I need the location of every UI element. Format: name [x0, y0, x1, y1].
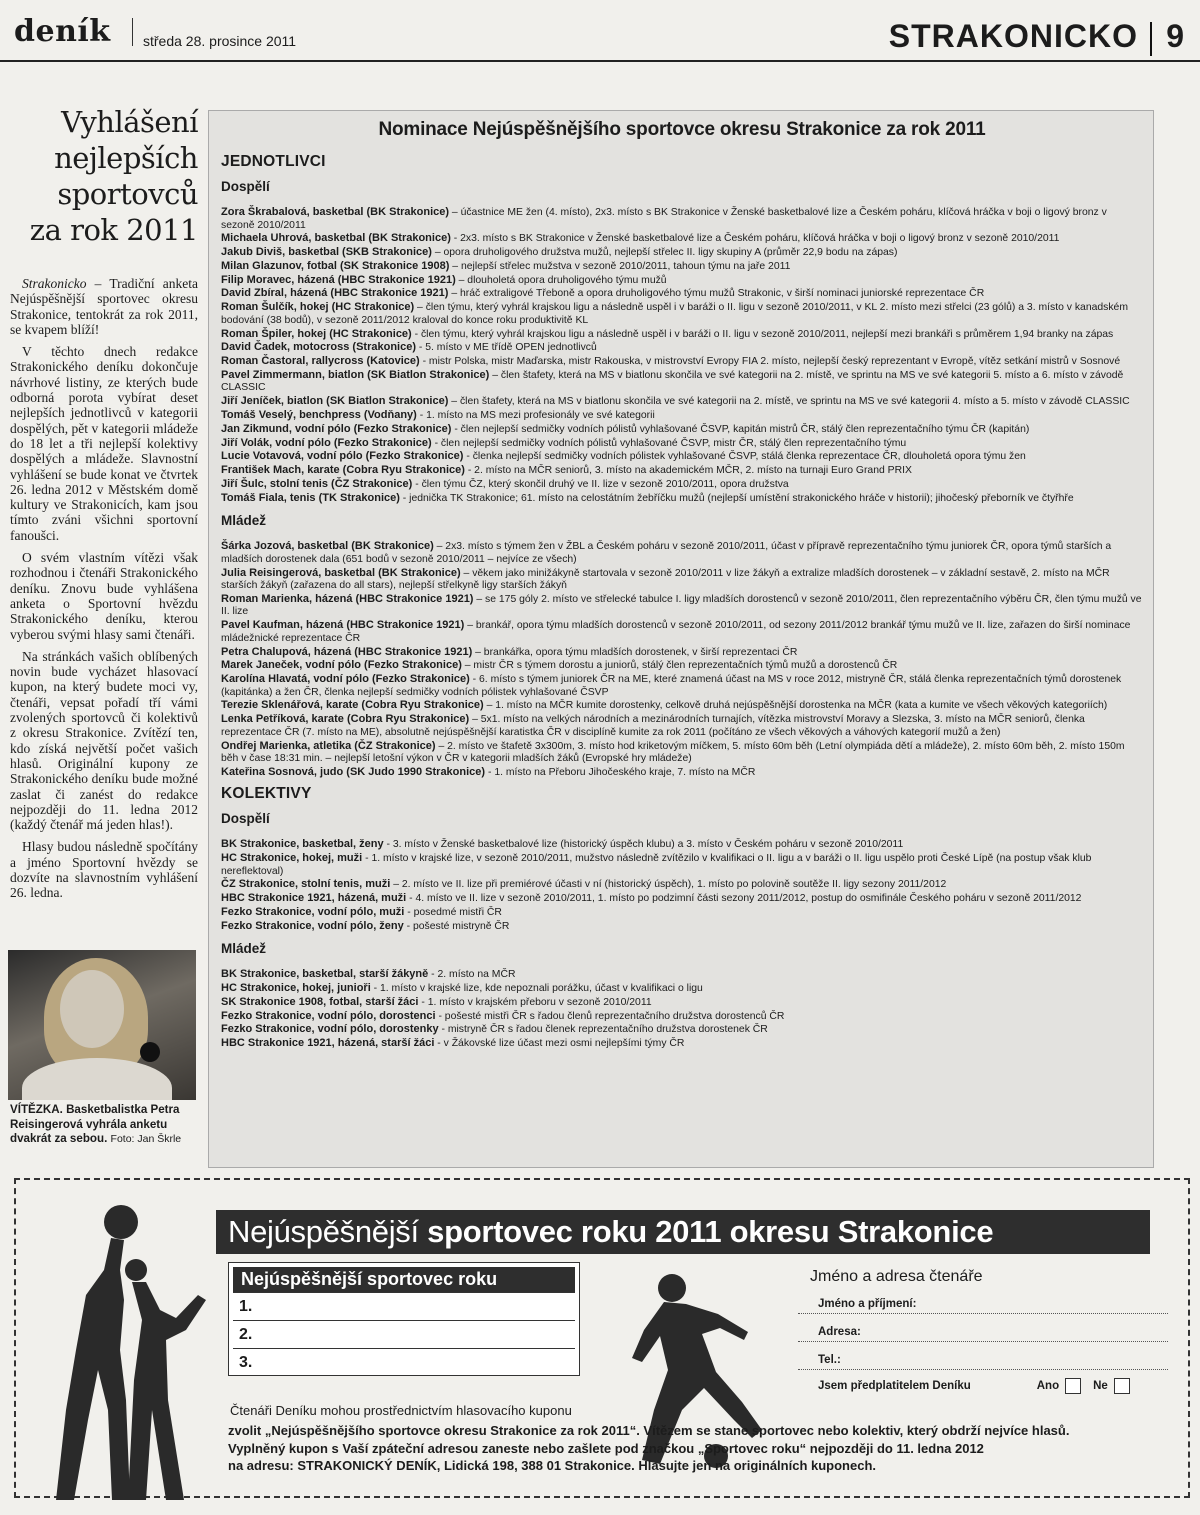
nominee-achievements: - 6. místo s týmem juniorek ČR na ME, které znamená účast na MS v roce 2012, mistryně ČR, stálá členka reprezentačních týmů dorostenek (kapitánka) a žen ČR, členka nejlepší sedmičky vodních pólistek vyhlašované ČSVP: [221, 674, 1122, 698]
nominee-achievements: - pošesté mistryně ČR: [406, 920, 510, 932]
banner-bold-text: sportovec roku 2011 okresu Strakonice: [427, 1214, 994, 1249]
nominee-achievements: – opora druholigového družstva mužů, nejlepší střelec II. ligy skupiny A (průměr 22,9 bodu na zápas): [434, 247, 898, 259]
nominee-achievements: – dlouholetá opora druholigového týmu mužů: [458, 274, 667, 286]
nominee-list-team-youth: [221, 968, 1143, 1050]
nominee-name: David Zbíral, házená (HBC Strakonice 1921): [221, 287, 449, 300]
newspaper-brand: deník: [14, 14, 111, 49]
nominations-content: [221, 151, 1143, 1051]
nominee-achievements: – 2. místo ve II. lize při premiérové účasti v ní (historický úspěch), 1. místo po polovině soutěže II. ligy sezony 2011/2012: [393, 879, 947, 891]
subcategory-adults: Dospělí: [221, 811, 270, 827]
nominations-title: Nominace Nejúspěšnějšího sportovce okresu Strakonice za rok 2011: [378, 119, 986, 140]
nominee-achievements: – člen štafety, která na MS v biatlonu skončila ve své kategorii na 2. místě, ve sprintu na MS ve své kategorii 5. místo a 6. místo v závodě CLASSIC: [221, 369, 1124, 394]
nominee-name: Pavel Kaufman, házená (HBC Strakonice 1921): [221, 619, 465, 632]
nominee-name: Roman Špiler, hokej (HC Strakonice): [221, 327, 412, 340]
nominee-achievements: - posedmé mistři ČR: [407, 907, 502, 918]
nominee-achievements: - 5. místo v ME třídě OPEN jednotlivců: [418, 342, 597, 354]
vote-field-3[interactable]: 3.: [233, 1348, 575, 1376]
reader-phone-field[interactable]: Tel.:: [798, 1350, 1168, 1370]
instruction-line: na adresu: STRAKONICKÝ DENÍK, Lidická 198, 388 01 Strakonice. Hlasujte jen na originálních kuponech.: [228, 1458, 877, 1473]
subscriber-label: Jsem předplatitelem Deníku: [818, 1380, 971, 1392]
nominee-entry: [221, 206, 1143, 232]
photo-caption: [10, 1103, 200, 1147]
nominee-entry: [221, 593, 1143, 619]
nominee-achievements: – 1. místo na MČR kumite dorostenky, celkově druhá nejúspěšnější dorostenka na MČR (kata a kumite ve všech věkových kategoriích): [486, 700, 1108, 712]
headline-line: za rok 2011: [29, 213, 198, 247]
headline-line: Vyhlášení: [61, 105, 198, 139]
article-paragraph: [10, 276, 198, 337]
nominee-entry: [221, 246, 1143, 260]
nominee-name: Jan Zikmund, vodní pólo (Fezko Strakonice): [221, 422, 452, 435]
nominee-name: Jiří Šulc, stolní tenis (ČZ Strakonice): [221, 478, 413, 491]
vote-field-2[interactable]: 2.: [233, 1320, 575, 1348]
nominee-name: Roman Častoral, rallycross (Katovice): [221, 355, 420, 368]
nominee-entry: [221, 301, 1143, 327]
dateline: Strakonicko: [22, 276, 87, 291]
nominee-name: Zora Škrabalová, basketbal (BK Strakonice): [221, 206, 450, 218]
nominee-achievements: - člen nejlepší sedmičky vodních pólistů vyhlašované ČSVP, mistr ČR, stálý člen reprezentačního týmu: [434, 437, 907, 449]
nominee-entry: [221, 852, 1143, 878]
nominee-entry: [221, 982, 1143, 996]
nominee-entry: [221, 968, 1143, 982]
nominee-name: Terezie Sklenářová, karate (Cobra Ryu Strakonice): [221, 699, 484, 712]
vote-title: Nejúspěšnější sportovec roku: [233, 1267, 575, 1292]
nominee-name: HBC Strakonice 1921, házená, starší žáci: [221, 1037, 435, 1050]
photo-shoulders: [22, 1058, 172, 1100]
nominee-achievements: - 2x3. místo s BK Strakonice v Ženské basketbalové lize a Českém poháru, klíčová hráčka v boji o ligový bronz v sezoně 2010/2011: [453, 233, 1060, 245]
headline-line: sportovců: [57, 177, 198, 211]
nominee-entry: [221, 567, 1143, 593]
nominee-name: Marek Janeček, vodní pólo (Fezko Strakonice): [221, 659, 462, 672]
reader-details: [798, 1268, 1168, 1404]
nominee-entry: [221, 274, 1143, 288]
yes-label: Ano: [1036, 1380, 1060, 1392]
reader-title: Jméno a adresa čtenáře: [810, 1268, 983, 1285]
nominee-name: Ondřej Marienka, atletika (ČZ Strakonice): [221, 739, 436, 752]
nominee-entry: [221, 409, 1143, 423]
nominee-entry: [221, 878, 1143, 892]
nominee-entry: [221, 699, 1143, 713]
nominee-entry: [221, 464, 1143, 478]
subcategory-youth: Mládež: [221, 941, 267, 957]
nominee-entry: [221, 423, 1143, 437]
nominee-entry: [221, 369, 1143, 395]
nominee-achievements: – brankářka, opora týmu mladších dorostenek, v širší reprezentaci ČR: [475, 646, 798, 658]
nominee-entry: [221, 740, 1143, 766]
nominee-list-individual-youth: [221, 540, 1143, 779]
nominee-name: Fezko Strakonice, vodní pólo, dorostenky: [221, 1023, 439, 1036]
nominations-box: [208, 110, 1154, 1168]
masthead: [0, 0, 1200, 62]
nominee-entry: [221, 260, 1143, 274]
nominee-name: Jiří Volák, vodní pólo (Fezko Strakonice): [221, 436, 432, 449]
headline-line: nejlepších: [54, 141, 198, 175]
nominee-name: Roman Marienka, házená (HBC Strakonice 1921): [221, 592, 474, 605]
nominee-achievements: – 2. místo ve štafetě 3x300m, 3. místo hod kriketovým míčkem, 5. místo 60m běh (Letní olympiáda dětí a mládeže), 2. místo 60m běh, 2. místo 150m běh v čase 18:31 min. – nejlepší letošní výkon v ČR v kategorii mladších žáků (Evropské hry mládeže): [221, 740, 1125, 765]
nominee-entry: [221, 906, 1143, 920]
page-number: 9: [1166, 18, 1184, 54]
nominee-name: Tomáš Fiala, tenis (TK Strakonice): [221, 491, 400, 504]
reader-name-field[interactable]: Jméno a příjmení:: [798, 1294, 1168, 1314]
winner-photo: [8, 950, 196, 1100]
article-paragraph: Hlasy budou následně spočítány a jméno Sportovní hvězdy se dozvíte na slavnostním vyhlášení 26. ledna.: [10, 839, 198, 901]
nominee-achievements: - 2. místo na MČR seniorů, 3. místo na akademickém MČR, 2. místo na turnaji Euro Grand PRIX: [467, 465, 912, 477]
nominee-name: Karolína Hlavatá, vodní pólo (Fezko Strakonice): [221, 673, 470, 686]
nominee-name: Milan Glazunov, fotbal (SK Strakonice 1908): [221, 259, 450, 272]
nominee-name: Roman Šulčík, hokej (HC Strakonice): [221, 301, 415, 314]
paragraph-text: – Tradiční anketa Nejúspěšnější sportovec okresu Strakonice, tentokrát za rok 2011, se kvapem blíží!: [10, 276, 198, 337]
nominee-name: Lenka Petříková, karate (Cobra Ryu Strakonice): [221, 713, 470, 726]
nominee-entry: [221, 1023, 1143, 1037]
nominee-achievements: - v Žákovské lize účast mezi osmi nejlepšími týmy ČR: [437, 1038, 685, 1050]
microphone-icon: [140, 1042, 160, 1062]
nominee-achievements: - členka nejlepší sedmičky vodních pólistek vyhlašované ČSVP, stálá členka reprezentace ČR, dlouholetá opora týmu žen: [466, 451, 1026, 463]
nominee-achievements: - člen nejlepší sedmičky vodních pólistů vyhlašované ČSVP, kapitán mistrů ČR, stálý člen reprezentačního týmu ČR (kapitán): [454, 423, 1030, 435]
nominee-achievements: – člen štafety, která na MS v biatlonu skončila ve své kategorii na 2. místě, ve sprintu na MS ve své kategorii 4. místo a 5. místo v závodě CLASSIC: [451, 396, 1130, 408]
nominee-name: Julia Reisingerová, basketbal (BK Strakonice): [221, 566, 461, 579]
article-paragraph: Na stránkách vašich oblíbených novin bude vycházet hlasovací kupon, na který budete moci vy, čtenáři, vepsat pořadí tří vámi zvolených sportovců či kolektivů z okresu Strakonice. Zvítězí ten, kdo získá největší počet vašich hlasů. Originální kupony ze Strakonického deníku bude možné zaslat či zanést do redakce nejpozději do 11. ledna 2012 (každý čtenář má jeden hlas!).: [10, 648, 198, 833]
photo-face: [60, 970, 124, 1048]
nominee-name: Jiří Jeníček, biatlon (SK Biatlon Strakonice): [221, 395, 449, 408]
nominee-entry: [221, 540, 1143, 566]
nominee-entry: [221, 673, 1143, 699]
nominee-achievements: - 1. místo v krajské lize, v sezoně 2010/2011, mužstvo následně zvítězilo v kvalifikaci o II. ligu a v baráži o II. ligu uspělo proti České Lípě (na postup však klub nereflektoval): [221, 853, 1092, 877]
article-paragraph: O svém vlastním vítězi však rozhodnou i čtenáři Strakonického deníku. Znovu bude vyhlášena anketa o Sportovní hvězdu Strakonického deníku, kterou vyberou svými hlasy sami čtenáři.: [10, 550, 198, 642]
no-label: Ne: [1093, 1380, 1108, 1392]
nominee-achievements: – hráč extraligové Třeboně a opora druholigového týmu mužů Strakonic, v širší nominaci juniorské reprezentace ČR: [451, 288, 985, 300]
nominee-achievements: – 2x3. místo s týmem žen v ŽBL a Českém poháru v sezoně 2010/2011, účast v přípravě reprezentačního týmu juniorek ČR, opora týmů starších a mladších dorostenek dala (651 bodů v sezoně 2010/2011 – nejvíce ze všech): [221, 541, 1112, 565]
basketball-players-silhouette: [16, 1200, 216, 1500]
article-paragraph: V těchto dnech redakce Strakonického deníku dokončuje návrhové listiny, ze kterých bude odborná porota vybírat deset nejlepších jednotlivců v kategorii dospělých, pět v kategorii mládeže do 18 let a tři nejlepší kolektivy dospělých a mládeže. Slavnostní vyhlášení se bude konat ve čtvrtek 26. ledna 2012 v Městském domě kultury ve Strakonicích, kam jsou tímto zváni všichni sportovní fanoušci.: [10, 344, 198, 543]
nominee-entry: [221, 838, 1143, 852]
nominee-name: Šárka Jozová, basketbal (BK Strakonice): [221, 540, 434, 553]
nominee-entry: [221, 328, 1143, 342]
nominee-achievements: – člen týmu, který vyhrál krajskou ligu a následně uspěl i v baráži o II. ligu v sezoně 2010/2011, v KL 2. místo mezi střelci (23 gólů) a 3. místo v kanadském bodování (38 bodů), v sezoně 2011/2012 kraloval do konce roku produktivitě KL: [221, 302, 1128, 326]
nominee-entry: [221, 659, 1143, 673]
nominee-name: Fezko Strakonice, vodní pólo, ženy: [221, 919, 404, 932]
nominee-achievements: - pošesté mistři ČR s řadou členů reprezentačního družstva dorostenců ČR: [438, 1010, 785, 1022]
nominee-name: HBC Strakonice 1921, házená, muži: [221, 892, 407, 905]
nominee-name: Petra Chalupová, házená (HBC Strakonice 1921): [221, 645, 473, 658]
nominee-achievements: – nejlepší střelec mužstva v sezoně 2010/2011, tahoun týmu na jaře 2011: [452, 260, 791, 272]
nominee-entry: [221, 766, 1143, 780]
vote-box: [228, 1262, 580, 1376]
nominee-entry: [221, 996, 1143, 1010]
nominee-entry: [221, 920, 1143, 934]
nominee-achievements: - 1. místo v krajském přeboru v sezoně 2010/2011: [421, 996, 652, 1008]
subcategory-youth: Mládež: [221, 513, 267, 529]
nominee-achievements: – 5x1. místo na velkých národních a mezinárodních turnajích, vítězka mistrovství Moravy a Slezska, 3. místo na MČR seniorů, členka reprezentace ČR (7. místo na ME), absolutně nejúspěšnější karatistka ČR v disciplíně kumite za rok 2011 (počítáno ze všech věkových a váhových kategorií mužů a žen): [221, 714, 1085, 738]
nominee-achievements: - 1. místo v krajské lize, kde nepoznali porážku, účast v kvalifikaci o ligu: [373, 983, 703, 995]
nominee-entry: [221, 341, 1143, 355]
issue-date: středa 28. prosince 2011: [143, 33, 297, 49]
caption-text: Basketbalistka Petra Reisingerová vyhrála anketu dvakrát za sebou.: [10, 1103, 180, 1145]
nominee-name: HC Strakonice, hokej, muži: [221, 852, 363, 865]
nominee-name: Tomáš Veselý, benchpress (Vodňany): [221, 409, 417, 422]
nominee-entry: [221, 287, 1143, 301]
left-column: [10, 104, 198, 901]
nominee-achievements: - 1. místo na Přeboru Jihočeského kraje, 7. místo na MČR: [487, 766, 756, 778]
nominee-name: BK Strakonice, basketbal, ženy: [221, 838, 384, 851]
nominee-achievements: - jednička TK Strakonice; 61. místo na celostátním žebříčku mužů (nejlepší umístění strakonického hráče v historii); jihočeský přeborník ve čtyřhře: [402, 492, 1074, 504]
nominee-achievements: – věkem jako minižákyně startovala v sezoně 2010/2011 v lize žákyň a extralize mladších dorostenek – v základní sestavě, 2. místo na MČR starších žákyň (zařazena do all stars), nejlepší střelkyně ligy starších žákyň: [221, 567, 1110, 592]
nominee-entry: [221, 437, 1143, 451]
nominee-achievements: - mistryně ČR s řadou členek reprezentačního družstva dorostenek ČR: [441, 1024, 768, 1036]
nominee-name: Fezko Strakonice, vodní pólo, dorostenci: [221, 1009, 436, 1022]
vote-field-1[interactable]: 1.: [233, 1292, 575, 1320]
article-body: [10, 276, 198, 901]
nominee-name: Filip Moravec, házená (HBC Strakonice 1921): [221, 273, 456, 286]
nominee-name: SK Strakonice 1908, fotbal, starší žáci: [221, 995, 419, 1008]
nominee-entry: [221, 395, 1143, 409]
nominee-name: David Čadek, motocross (Strakonice): [221, 341, 417, 354]
nominee-achievements: - mistr Polska, mistr Maďarska, mistr Rakouska, v mistrovství Evropy FIA 2. místo, nejlepší český reprezentant v Evropě, vítěz setkání mistrů v Sosnové: [422, 356, 1121, 368]
banner-light-text: Nejúspěšnější: [228, 1214, 419, 1249]
nominee-entry: [221, 232, 1143, 246]
nominee-entry: [221, 355, 1143, 369]
reader-address-field[interactable]: Adresa:: [798, 1322, 1168, 1342]
nominee-entry: [221, 450, 1143, 464]
nominee-entry: [221, 1037, 1143, 1051]
subcategory-adults: Dospělí: [221, 179, 270, 194]
nominee-name: Michaela Uhrová, basketbal (BK Strakonice): [221, 232, 451, 245]
voting-coupon: [14, 1178, 1190, 1498]
nominee-entry: [221, 1010, 1143, 1024]
nominee-name: ČZ Strakonice, stolní tenis, muži: [221, 878, 391, 891]
nominee-achievements: - 3. místo v Ženské basketbalové lize (historický úspěch klubu) a 3. místo v Českém poháru v sezoně 2010/2011: [386, 839, 904, 851]
nominee-name: Kateřina Sosnová, judo (SK Judo 1990 Strakonice): [221, 765, 486, 778]
nominee-entry: [221, 478, 1143, 492]
coupon-banner: [216, 1210, 1150, 1254]
nominee-entry: [221, 713, 1143, 739]
nominee-name: Pavel Zimmermann, biatlon (SK Biatlon Strakonice): [221, 368, 490, 381]
category-teams: KOLEKTIVY: [221, 785, 312, 803]
nominee-list-individual-adults: [221, 206, 1143, 505]
nominee-name: HC Strakonice, hokej, junioři: [221, 982, 371, 995]
coupon-intro: Čtenáři Deníku mohou prostřednictvím hlasovacího kuponu: [230, 1403, 572, 1418]
subscriber-question: [798, 1378, 1168, 1394]
photo-credit: Foto: Jan Škrle: [110, 1133, 182, 1145]
nominee-list-team-adults: [221, 838, 1143, 933]
nominee-entry: [221, 646, 1143, 660]
nominee-achievements: - člen týmu ČZ, který skončil druhý ve II. lize v sezoně 2010/2011, opora družstva: [415, 479, 789, 491]
category-individuals: JEDNOTLIVCI: [221, 153, 326, 170]
coupon-instructions: [228, 1422, 1158, 1475]
nominee-name: Fezko Strakonice, vodní pólo, muži: [221, 906, 405, 918]
nominee-entry: [221, 892, 1143, 906]
article-headline: [10, 104, 198, 248]
nominee-achievements: – se 175 góly 2. místo ve střelecké tabulce I. ligy mladších dorostenců v sezoně 2010/2011, člen reprezentačního výběru ČR, člen týmu mužů ve II. lize: [221, 593, 1142, 618]
instruction-line: Vyplněný kupon s Vaší zpáteční adresou zaneste nebo zašlete pod značkou „Sportovec roku“ nejpozději do 11. ledna 2012: [228, 1440, 984, 1456]
nominee-name: František Mach, karate (Cobra Ryu Strakonice): [221, 464, 465, 477]
nominee-name: Lucie Votavová, vodní pólo (Fezko Strakonice): [221, 450, 464, 463]
nominee-achievements: – brankář, opora týmu mladších dorostenců v sezoně 2010/2011, od sezony 2011/2012 brankář týmu mužů ve II. lize, zařazen do širší nominace mládežnické reprezentace ČR: [221, 620, 1131, 644]
nominee-entry: [221, 492, 1143, 506]
nominee-achievements: – mistr ČR s týmem dorostu a juniorů, stálý člen reprezentačních týmů mužů a dorostenců ČR: [464, 660, 898, 672]
section-name: STRAKONICKO: [888, 18, 1138, 54]
nominee-achievements: – účastnice ME žen (4. místo), 2x3. místo s BK Strakonice v Ženské basketbalové lize a Českém poháru, klíčová hráčka v boji o ligový bronz v sezoně 2010/2011: [221, 207, 1107, 231]
instruction-line: zvolit „Nejúspěšnějšího sportovce okresu Strakonice za rok 2011“. Vítězem se stane sportovec nebo kolektiv, který obdrží nejvíce hlasů.: [228, 1423, 1070, 1438]
masthead-divider: [132, 18, 133, 46]
nominee-entry: [221, 619, 1143, 645]
nominee-name: Jakub Diviš, basketbal (SKB Strakonice): [221, 246, 432, 259]
nominee-achievements: - 4. místo ve II. lize v sezoně 2010/2011, 1. místo po podzimní části sezony 2011/2012, postup do osmifinále Českého poháru v sezoně 2011/2012: [409, 893, 1082, 905]
page-number-divider: [1150, 22, 1152, 56]
no-checkbox[interactable]: [1114, 1378, 1130, 1394]
nominee-achievements: - 1. místo na MS mezi profesionály ve své kategorii: [419, 410, 655, 422]
nominee-achievements: - člen týmu, který vyhrál krajskou ligu a následně uspěl i v baráži o II. ligu v sezoně 2010/2011, nejlepší mezi brankáři s průměrem 1,94 branky na zápas: [414, 328, 1114, 340]
nominee-name: BK Strakonice, basketbal, starší žákyně: [221, 968, 429, 981]
caption-lead: VÍTĚZKA.: [10, 1103, 63, 1116]
nominee-achievements: - 2. místo na MČR: [431, 969, 516, 981]
yes-checkbox[interactable]: [1065, 1378, 1081, 1394]
